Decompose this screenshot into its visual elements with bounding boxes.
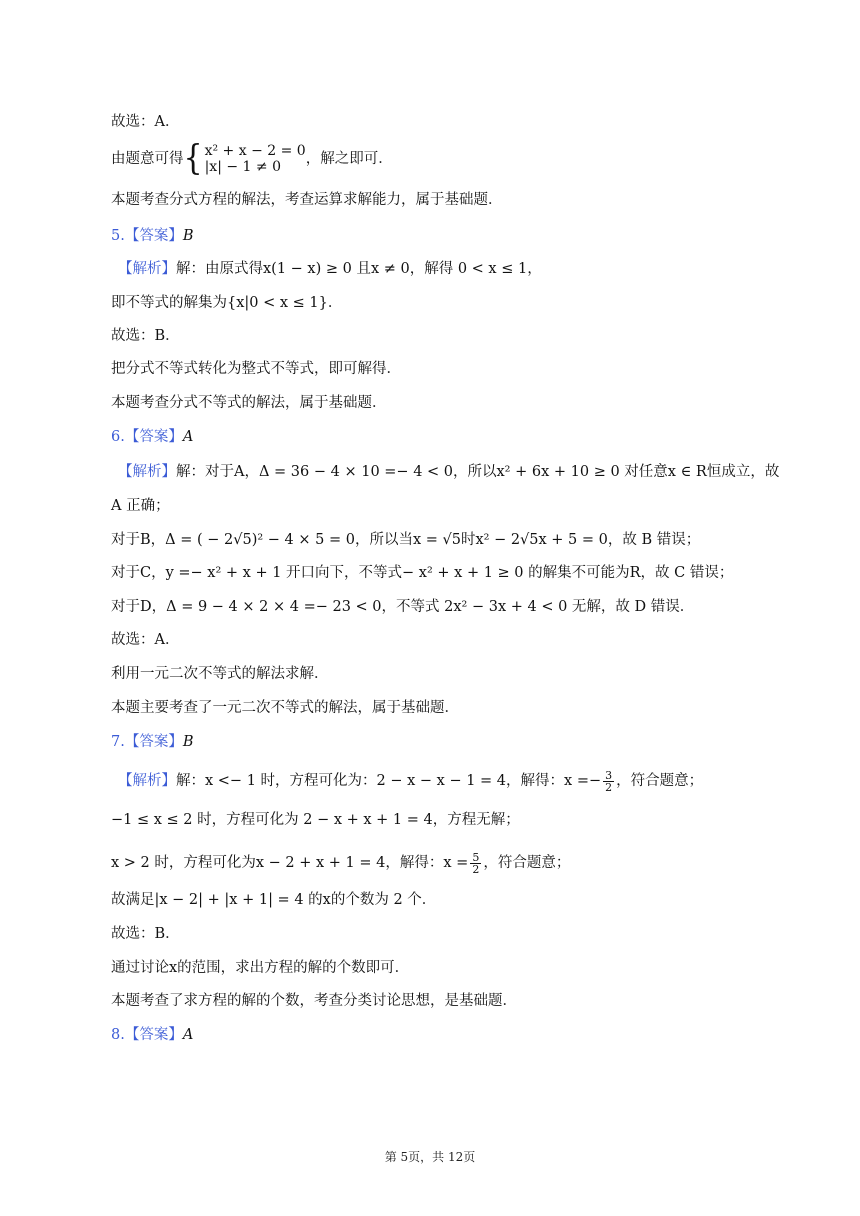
text-line: 故选：A． bbox=[111, 632, 180, 648]
fraction-denominator: 2 bbox=[605, 780, 613, 794]
text-segment: x > 2 时，方程可化为x − 2 + x + 1 = 4，解得：x = bbox=[111, 855, 469, 871]
text-line: 把分式不等式转化为整式不等式，即可解得． bbox=[111, 361, 401, 377]
analysis-tag: 【解析】 bbox=[118, 261, 176, 277]
text-segment: 解：由原式得x(1 − x) ≥ 0 且x ≠ 0，解得 0 < x ≤ 1， bbox=[176, 261, 542, 277]
answer-letter: B bbox=[182, 734, 194, 750]
text-line: A 正确； bbox=[111, 498, 170, 514]
text-line: 本题考查分式方程的解法，考查运算求解能力，属于基础题． bbox=[111, 192, 503, 208]
equation-row: |x| − 1 ≠ 0 bbox=[204, 159, 281, 175]
analysis-tag: 【解析】 bbox=[118, 773, 176, 789]
question-number: 8.【答案】 bbox=[111, 1027, 183, 1043]
text-line: 本题考查了求方程的解的个数，考查分类讨论思想，是基础题． bbox=[111, 993, 517, 1009]
text-segment: ，解之即可． bbox=[305, 151, 393, 167]
question-number: 6.【答案】 bbox=[111, 429, 183, 445]
fraction-numerator: 5 bbox=[472, 850, 480, 864]
fraction-numerator: 3 bbox=[605, 768, 613, 782]
answer-heading bbox=[111, 226, 194, 246]
page-footer: 第 5页，共 12页 bbox=[384, 1150, 476, 1164]
answer-heading bbox=[111, 1025, 193, 1045]
text-line: 故满足|x − 2| + |x + 1| = 4 的x的个数为 2 个． bbox=[111, 892, 437, 908]
answer-letter: B bbox=[182, 228, 194, 244]
equation-system bbox=[205, 143, 306, 175]
text-line: −1 ≤ x ≤ 2 时，方程可化为 2 − x + x + 1 = 4，方程无解； bbox=[111, 812, 520, 828]
text-segment: 解：对于A，Δ = 36 − 4 × 10 =− 4 < 0，所以x² + 6x + 10 ≥ 0 对任意x ∈ R恒成立，故 bbox=[176, 464, 780, 480]
text-line bbox=[118, 259, 542, 279]
question-number: 7.【答案】 bbox=[111, 734, 183, 750]
brace-symbol: { bbox=[183, 138, 203, 179]
text-line bbox=[111, 138, 393, 179]
text-line: 对于B，Δ = ( − 2√5)² − 4 × 5 = 0，所以当x = √5时x² − 2√5x + 5 = 0，故 B 错误； bbox=[111, 532, 701, 548]
text-line: 故选：B． bbox=[111, 926, 180, 942]
text-segment: ，符合题意； bbox=[483, 855, 571, 871]
text-line: 通过讨论x的范围，求出方程的解的个数即可． bbox=[111, 960, 410, 976]
text-segment: 由题意可得 bbox=[111, 151, 184, 167]
analysis-tag: 【解析】 bbox=[118, 464, 176, 480]
fraction-denominator: 2 bbox=[472, 862, 480, 876]
text-segment: 解：x <− 1 时，方程可化为：2 − x − x − 1 = 4，解得：x =− bbox=[176, 773, 602, 789]
text-line bbox=[118, 768, 703, 794]
fraction bbox=[470, 852, 481, 875]
text-line: 故选：A． bbox=[111, 114, 180, 130]
text-line: 本题考查分式不等式的解法，属于基础题． bbox=[111, 395, 387, 411]
answer-letter: A bbox=[182, 1027, 194, 1043]
text-line: 对于C，y =− x² + x + 1 开口向下，不等式− x² + x + 1 ≥ 0 的解集不可能为R，故 C 错误； bbox=[111, 565, 734, 581]
answer-letter: A bbox=[182, 429, 194, 445]
answer-heading bbox=[111, 427, 193, 447]
question-number: 5.【答案】 bbox=[111, 228, 183, 244]
text-segment: ，符合题意； bbox=[616, 773, 704, 789]
text-line: 本题主要考查了一元二次不等式的解法，属于基础题． bbox=[111, 700, 459, 716]
text-line: 即不等式的解集为{x|0 < x ≤ 1}． bbox=[111, 295, 343, 311]
text-line bbox=[111, 850, 570, 876]
text-line bbox=[118, 462, 779, 482]
text-line: 利用一元二次不等式的解法求解． bbox=[111, 666, 329, 682]
text-line: 故选：B． bbox=[111, 328, 180, 344]
fraction bbox=[603, 770, 614, 793]
answer-heading bbox=[111, 732, 194, 752]
equation-row: x² + x − 2 = 0 bbox=[204, 143, 306, 159]
text-line: 对于D，Δ = 9 − 4 × 2 × 4 =− 23 < 0，不等式 2x² − 3x + 4 < 0 无解，故 D 错误． bbox=[111, 599, 695, 615]
